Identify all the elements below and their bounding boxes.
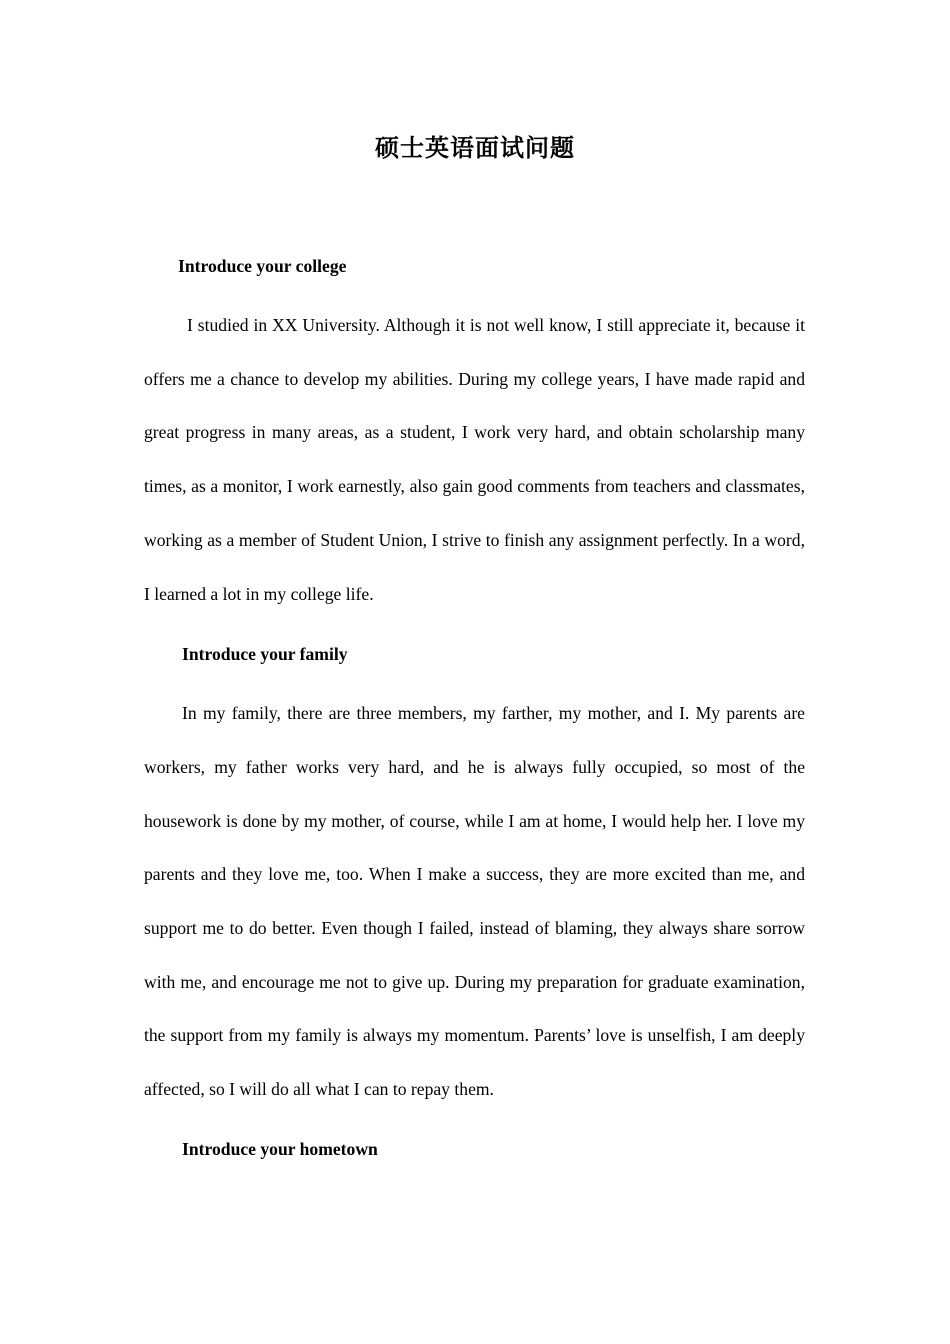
section-heading-college: Introduce your college	[178, 256, 347, 276]
document-body	[144, 251, 805, 1164]
section-heading-family: Introduce your family	[182, 644, 348, 665]
document-title: 硕士英语面试问题	[375, 134, 575, 162]
section-heading-hometown: Introduce your hometown	[182, 1138, 378, 1159]
section-body-family: In my family, there are three members, my farther, my mother, and I. My parents are workers, my father works very hard, and he is always fully occupied, so most of the housework is done by my mother, of course, while I am at home, I would help her. I love my parents and they love me, too. When I make a success, they are more excited than me, and support me to do better. Even though I failed, instead of blaming, they always share sorrow with me, and encourage me not to give up. During my preparation for graduate examination, the support from my family is always my momentum. Parents’ love is unselfish, I am deeply affected, so I will do all what I can to repay them.	[144, 703, 805, 1100]
section-body-college: I studied in XX University. Although it is not well know, I still appreciate it, because it offers me a chance to develop my abilities. During my college years, I have made rapid and great progress in many areas, as a student, I work very hard, and obtain scholarship many times, as a monitor, I work earnestly, also gain good comments from teachers and classmates, working as a member of Student Union, I strive to finish any assignment perfectly. In a word, I learned a lot in my college life.	[144, 315, 805, 604]
